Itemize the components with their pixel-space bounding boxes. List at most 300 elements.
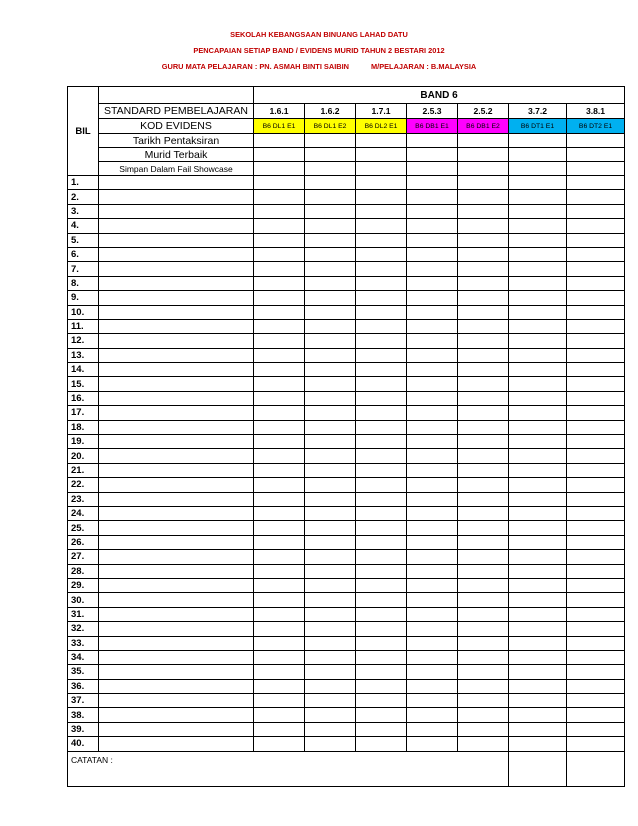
mark-cell[interactable] xyxy=(356,276,407,290)
student-name-cell[interactable] xyxy=(99,463,254,477)
mark-cell[interactable] xyxy=(254,607,305,621)
mark-cell[interactable] xyxy=(509,233,567,247)
mark-cell[interactable] xyxy=(567,319,625,333)
mark-cell[interactable] xyxy=(305,636,356,650)
mark-cell[interactable] xyxy=(305,622,356,636)
mark-cell[interactable] xyxy=(305,190,356,204)
mark-cell[interactable] xyxy=(407,506,458,520)
mark-cell[interactable] xyxy=(305,363,356,377)
mark-cell[interactable] xyxy=(254,435,305,449)
student-name-cell[interactable] xyxy=(99,708,254,722)
mark-cell[interactable] xyxy=(458,391,509,405)
mark-cell[interactable] xyxy=(509,406,567,420)
entry-cell[interactable] xyxy=(356,134,407,148)
student-name-cell[interactable] xyxy=(99,578,254,592)
mark-cell[interactable] xyxy=(254,578,305,592)
entry-cell[interactable] xyxy=(458,162,509,176)
mark-cell[interactable] xyxy=(254,722,305,736)
mark-cell[interactable] xyxy=(509,176,567,190)
mark-cell[interactable] xyxy=(458,420,509,434)
mark-cell[interactable] xyxy=(458,478,509,492)
mark-cell[interactable] xyxy=(509,593,567,607)
mark-cell[interactable] xyxy=(305,219,356,233)
mark-cell[interactable] xyxy=(509,679,567,693)
mark-cell[interactable] xyxy=(254,406,305,420)
mark-cell[interactable] xyxy=(407,406,458,420)
student-name-cell[interactable] xyxy=(99,506,254,520)
student-name-cell[interactable] xyxy=(99,679,254,693)
mark-cell[interactable] xyxy=(567,262,625,276)
mark-cell[interactable] xyxy=(567,377,625,391)
mark-cell[interactable] xyxy=(305,449,356,463)
mark-cell[interactable] xyxy=(356,190,407,204)
student-name-cell[interactable] xyxy=(99,305,254,319)
mark-cell[interactable] xyxy=(356,550,407,564)
student-name-cell[interactable] xyxy=(99,435,254,449)
mark-cell[interactable] xyxy=(407,435,458,449)
mark-cell[interactable] xyxy=(458,535,509,549)
mark-cell[interactable] xyxy=(509,737,567,751)
mark-cell[interactable] xyxy=(356,737,407,751)
mark-cell[interactable] xyxy=(509,650,567,664)
mark-cell[interactable] xyxy=(509,607,567,621)
mark-cell[interactable] xyxy=(407,550,458,564)
mark-cell[interactable] xyxy=(305,262,356,276)
mark-cell[interactable] xyxy=(407,578,458,592)
mark-cell[interactable] xyxy=(407,694,458,708)
mark-cell[interactable] xyxy=(458,622,509,636)
entry-cell[interactable] xyxy=(509,162,567,176)
student-name-cell[interactable] xyxy=(99,334,254,348)
mark-cell[interactable] xyxy=(458,363,509,377)
mark-cell[interactable] xyxy=(356,578,407,592)
mark-cell[interactable] xyxy=(407,247,458,261)
mark-cell[interactable] xyxy=(254,377,305,391)
mark-cell[interactable] xyxy=(254,737,305,751)
mark-cell[interactable] xyxy=(458,463,509,477)
student-name-cell[interactable] xyxy=(99,535,254,549)
mark-cell[interactable] xyxy=(458,636,509,650)
mark-cell[interactable] xyxy=(254,535,305,549)
mark-cell[interactable] xyxy=(305,506,356,520)
mark-cell[interactable] xyxy=(356,564,407,578)
student-name-cell[interactable] xyxy=(99,492,254,506)
mark-cell[interactable] xyxy=(356,247,407,261)
catatan-extra-cell[interactable] xyxy=(509,751,567,786)
mark-cell[interactable] xyxy=(458,204,509,218)
mark-cell[interactable] xyxy=(567,204,625,218)
mark-cell[interactable] xyxy=(407,204,458,218)
mark-cell[interactable] xyxy=(458,650,509,664)
mark-cell[interactable] xyxy=(305,650,356,664)
mark-cell[interactable] xyxy=(305,276,356,290)
mark-cell[interactable] xyxy=(254,305,305,319)
mark-cell[interactable] xyxy=(254,506,305,520)
mark-cell[interactable] xyxy=(509,550,567,564)
mark-cell[interactable] xyxy=(567,636,625,650)
mark-cell[interactable] xyxy=(458,305,509,319)
mark-cell[interactable] xyxy=(407,276,458,290)
mark-cell[interactable] xyxy=(567,550,625,564)
mark-cell[interactable] xyxy=(305,348,356,362)
mark-cell[interactable] xyxy=(509,262,567,276)
mark-cell[interactable] xyxy=(567,190,625,204)
mark-cell[interactable] xyxy=(458,665,509,679)
mark-cell[interactable] xyxy=(254,190,305,204)
mark-cell[interactable] xyxy=(509,363,567,377)
mark-cell[interactable] xyxy=(407,679,458,693)
mark-cell[interactable] xyxy=(305,478,356,492)
mark-cell[interactable] xyxy=(356,478,407,492)
entry-cell[interactable] xyxy=(458,148,509,162)
mark-cell[interactable] xyxy=(458,722,509,736)
student-name-cell[interactable] xyxy=(99,247,254,261)
mark-cell[interactable] xyxy=(407,219,458,233)
mark-cell[interactable] xyxy=(305,665,356,679)
entry-cell[interactable] xyxy=(254,162,305,176)
mark-cell[interactable] xyxy=(509,276,567,290)
student-name-cell[interactable] xyxy=(99,564,254,578)
mark-cell[interactable] xyxy=(356,622,407,636)
mark-cell[interactable] xyxy=(407,650,458,664)
mark-cell[interactable] xyxy=(305,319,356,333)
mark-cell[interactable] xyxy=(567,593,625,607)
student-name-cell[interactable] xyxy=(99,650,254,664)
student-name-cell[interactable] xyxy=(99,176,254,190)
mark-cell[interactable] xyxy=(509,449,567,463)
mark-cell[interactable] xyxy=(509,708,567,722)
mark-cell[interactable] xyxy=(254,276,305,290)
mark-cell[interactable] xyxy=(254,593,305,607)
mark-cell[interactable] xyxy=(458,607,509,621)
mark-cell[interactable] xyxy=(509,578,567,592)
mark-cell[interactable] xyxy=(254,550,305,564)
mark-cell[interactable] xyxy=(567,291,625,305)
mark-cell[interactable] xyxy=(305,578,356,592)
mark-cell[interactable] xyxy=(567,521,625,535)
mark-cell[interactable] xyxy=(356,391,407,405)
mark-cell[interactable] xyxy=(407,334,458,348)
mark-cell[interactable] xyxy=(407,420,458,434)
mark-cell[interactable] xyxy=(254,348,305,362)
mark-cell[interactable] xyxy=(254,449,305,463)
mark-cell[interactable] xyxy=(509,247,567,261)
mark-cell[interactable] xyxy=(356,435,407,449)
mark-cell[interactable] xyxy=(567,305,625,319)
mark-cell[interactable] xyxy=(567,478,625,492)
mark-cell[interactable] xyxy=(458,348,509,362)
entry-cell[interactable] xyxy=(567,134,625,148)
mark-cell[interactable] xyxy=(509,420,567,434)
mark-cell[interactable] xyxy=(407,449,458,463)
mark-cell[interactable] xyxy=(567,622,625,636)
mark-cell[interactable] xyxy=(356,305,407,319)
mark-cell[interactable] xyxy=(407,478,458,492)
entry-cell[interactable] xyxy=(305,134,356,148)
mark-cell[interactable] xyxy=(458,492,509,506)
mark-cell[interactable] xyxy=(356,348,407,362)
mark-cell[interactable] xyxy=(305,176,356,190)
mark-cell[interactable] xyxy=(254,291,305,305)
mark-cell[interactable] xyxy=(356,377,407,391)
mark-cell[interactable] xyxy=(407,348,458,362)
student-name-cell[interactable] xyxy=(99,737,254,751)
mark-cell[interactable] xyxy=(305,679,356,693)
mark-cell[interactable] xyxy=(458,406,509,420)
student-name-cell[interactable] xyxy=(99,276,254,290)
mark-cell[interactable] xyxy=(567,607,625,621)
mark-cell[interactable] xyxy=(407,233,458,247)
mark-cell[interactable] xyxy=(305,694,356,708)
mark-cell[interactable] xyxy=(254,334,305,348)
mark-cell[interactable] xyxy=(356,334,407,348)
mark-cell[interactable] xyxy=(509,305,567,319)
mark-cell[interactable] xyxy=(254,176,305,190)
mark-cell[interactable] xyxy=(305,233,356,247)
mark-cell[interactable] xyxy=(356,319,407,333)
mark-cell[interactable] xyxy=(509,564,567,578)
mark-cell[interactable] xyxy=(509,435,567,449)
mark-cell[interactable] xyxy=(458,262,509,276)
mark-cell[interactable] xyxy=(509,190,567,204)
mark-cell[interactable] xyxy=(567,435,625,449)
mark-cell[interactable] xyxy=(407,262,458,276)
mark-cell[interactable] xyxy=(407,521,458,535)
mark-cell[interactable] xyxy=(407,708,458,722)
student-name-cell[interactable] xyxy=(99,694,254,708)
mark-cell[interactable] xyxy=(567,219,625,233)
mark-cell[interactable] xyxy=(254,233,305,247)
mark-cell[interactable] xyxy=(305,593,356,607)
mark-cell[interactable] xyxy=(567,665,625,679)
catatan-extra-cell[interactable] xyxy=(567,751,625,786)
entry-cell[interactable] xyxy=(567,148,625,162)
mark-cell[interactable] xyxy=(305,564,356,578)
mark-cell[interactable] xyxy=(407,636,458,650)
mark-cell[interactable] xyxy=(509,219,567,233)
mark-cell[interactable] xyxy=(305,334,356,348)
mark-cell[interactable] xyxy=(254,679,305,693)
mark-cell[interactable] xyxy=(458,737,509,751)
mark-cell[interactable] xyxy=(509,665,567,679)
student-name-cell[interactable] xyxy=(99,391,254,405)
mark-cell[interactable] xyxy=(356,262,407,276)
mark-cell[interactable] xyxy=(458,291,509,305)
mark-cell[interactable] xyxy=(356,708,407,722)
student-name-cell[interactable] xyxy=(99,521,254,535)
mark-cell[interactable] xyxy=(567,694,625,708)
mark-cell[interactable] xyxy=(305,305,356,319)
mark-cell[interactable] xyxy=(458,506,509,520)
mark-cell[interactable] xyxy=(458,377,509,391)
mark-cell[interactable] xyxy=(509,478,567,492)
mark-cell[interactable] xyxy=(305,377,356,391)
mark-cell[interactable] xyxy=(407,622,458,636)
mark-cell[interactable] xyxy=(254,665,305,679)
mark-cell[interactable] xyxy=(567,737,625,751)
mark-cell[interactable] xyxy=(254,463,305,477)
mark-cell[interactable] xyxy=(305,435,356,449)
mark-cell[interactable] xyxy=(356,363,407,377)
mark-cell[interactable] xyxy=(567,233,625,247)
mark-cell[interactable] xyxy=(458,176,509,190)
student-name-cell[interactable] xyxy=(99,262,254,276)
mark-cell[interactable] xyxy=(305,420,356,434)
mark-cell[interactable] xyxy=(458,247,509,261)
mark-cell[interactable] xyxy=(305,737,356,751)
mark-cell[interactable] xyxy=(305,550,356,564)
mark-cell[interactable] xyxy=(567,406,625,420)
mark-cell[interactable] xyxy=(458,219,509,233)
mark-cell[interactable] xyxy=(356,463,407,477)
mark-cell[interactable] xyxy=(407,377,458,391)
mark-cell[interactable] xyxy=(567,463,625,477)
mark-cell[interactable] xyxy=(509,291,567,305)
mark-cell[interactable] xyxy=(567,276,625,290)
mark-cell[interactable] xyxy=(356,593,407,607)
mark-cell[interactable] xyxy=(567,363,625,377)
mark-cell[interactable] xyxy=(254,622,305,636)
mark-cell[interactable] xyxy=(356,521,407,535)
mark-cell[interactable] xyxy=(509,622,567,636)
entry-cell[interactable] xyxy=(407,134,458,148)
student-name-cell[interactable] xyxy=(99,449,254,463)
mark-cell[interactable] xyxy=(458,694,509,708)
mark-cell[interactable] xyxy=(254,636,305,650)
mark-cell[interactable] xyxy=(509,319,567,333)
mark-cell[interactable] xyxy=(567,334,625,348)
mark-cell[interactable] xyxy=(567,679,625,693)
mark-cell[interactable] xyxy=(254,492,305,506)
mark-cell[interactable] xyxy=(567,420,625,434)
mark-cell[interactable] xyxy=(509,348,567,362)
mark-cell[interactable] xyxy=(567,391,625,405)
mark-cell[interactable] xyxy=(458,708,509,722)
mark-cell[interactable] xyxy=(509,463,567,477)
mark-cell[interactable] xyxy=(407,535,458,549)
mark-cell[interactable] xyxy=(509,722,567,736)
student-name-cell[interactable] xyxy=(99,622,254,636)
mark-cell[interactable] xyxy=(509,535,567,549)
mark-cell[interactable] xyxy=(509,334,567,348)
mark-cell[interactable] xyxy=(407,607,458,621)
student-name-cell[interactable] xyxy=(99,593,254,607)
mark-cell[interactable] xyxy=(407,722,458,736)
mark-cell[interactable] xyxy=(407,190,458,204)
mark-cell[interactable] xyxy=(305,406,356,420)
mark-cell[interactable] xyxy=(356,291,407,305)
mark-cell[interactable] xyxy=(254,478,305,492)
student-name-cell[interactable] xyxy=(99,348,254,362)
mark-cell[interactable] xyxy=(567,348,625,362)
mark-cell[interactable] xyxy=(356,219,407,233)
entry-cell[interactable] xyxy=(254,148,305,162)
mark-cell[interactable] xyxy=(356,420,407,434)
mark-cell[interactable] xyxy=(458,233,509,247)
mark-cell[interactable] xyxy=(254,708,305,722)
mark-cell[interactable] xyxy=(509,391,567,405)
mark-cell[interactable] xyxy=(509,521,567,535)
mark-cell[interactable] xyxy=(356,665,407,679)
mark-cell[interactable] xyxy=(305,722,356,736)
mark-cell[interactable] xyxy=(458,319,509,333)
mark-cell[interactable] xyxy=(567,578,625,592)
entry-cell[interactable] xyxy=(407,162,458,176)
mark-cell[interactable] xyxy=(254,650,305,664)
mark-cell[interactable] xyxy=(356,607,407,621)
mark-cell[interactable] xyxy=(356,650,407,664)
student-name-cell[interactable] xyxy=(99,550,254,564)
mark-cell[interactable] xyxy=(407,363,458,377)
mark-cell[interactable] xyxy=(254,247,305,261)
mark-cell[interactable] xyxy=(356,535,407,549)
mark-cell[interactable] xyxy=(356,233,407,247)
mark-cell[interactable] xyxy=(254,391,305,405)
mark-cell[interactable] xyxy=(356,449,407,463)
mark-cell[interactable] xyxy=(567,650,625,664)
student-name-cell[interactable] xyxy=(99,665,254,679)
entry-cell[interactable] xyxy=(458,134,509,148)
mark-cell[interactable] xyxy=(567,449,625,463)
entry-cell[interactable] xyxy=(407,148,458,162)
mark-cell[interactable] xyxy=(407,593,458,607)
mark-cell[interactable] xyxy=(305,708,356,722)
mark-cell[interactable] xyxy=(407,305,458,319)
mark-cell[interactable] xyxy=(458,593,509,607)
entry-cell[interactable] xyxy=(305,162,356,176)
mark-cell[interactable] xyxy=(567,247,625,261)
mark-cell[interactable] xyxy=(356,406,407,420)
mark-cell[interactable] xyxy=(254,363,305,377)
entry-cell[interactable] xyxy=(305,148,356,162)
mark-cell[interactable] xyxy=(356,679,407,693)
mark-cell[interactable] xyxy=(567,564,625,578)
mark-cell[interactable] xyxy=(305,607,356,621)
student-name-cell[interactable] xyxy=(99,420,254,434)
mark-cell[interactable] xyxy=(254,521,305,535)
student-name-cell[interactable] xyxy=(99,722,254,736)
student-name-cell[interactable] xyxy=(99,377,254,391)
mark-cell[interactable] xyxy=(356,204,407,218)
mark-cell[interactable] xyxy=(458,435,509,449)
mark-cell[interactable] xyxy=(407,564,458,578)
mark-cell[interactable] xyxy=(458,449,509,463)
mark-cell[interactable] xyxy=(305,247,356,261)
mark-cell[interactable] xyxy=(509,694,567,708)
student-name-cell[interactable] xyxy=(99,204,254,218)
mark-cell[interactable] xyxy=(458,521,509,535)
mark-cell[interactable] xyxy=(407,492,458,506)
entry-cell[interactable] xyxy=(509,134,567,148)
mark-cell[interactable] xyxy=(305,204,356,218)
mark-cell[interactable] xyxy=(509,204,567,218)
mark-cell[interactable] xyxy=(254,564,305,578)
mark-cell[interactable] xyxy=(509,506,567,520)
mark-cell[interactable] xyxy=(254,319,305,333)
mark-cell[interactable] xyxy=(567,176,625,190)
student-name-cell[interactable] xyxy=(99,291,254,305)
student-name-cell[interactable] xyxy=(99,607,254,621)
mark-cell[interactable] xyxy=(356,506,407,520)
mark-cell[interactable] xyxy=(356,722,407,736)
mark-cell[interactable] xyxy=(254,262,305,276)
mark-cell[interactable] xyxy=(254,420,305,434)
mark-cell[interactable] xyxy=(305,535,356,549)
mark-cell[interactable] xyxy=(458,276,509,290)
entry-cell[interactable] xyxy=(509,148,567,162)
mark-cell[interactable] xyxy=(567,535,625,549)
mark-cell[interactable] xyxy=(305,521,356,535)
